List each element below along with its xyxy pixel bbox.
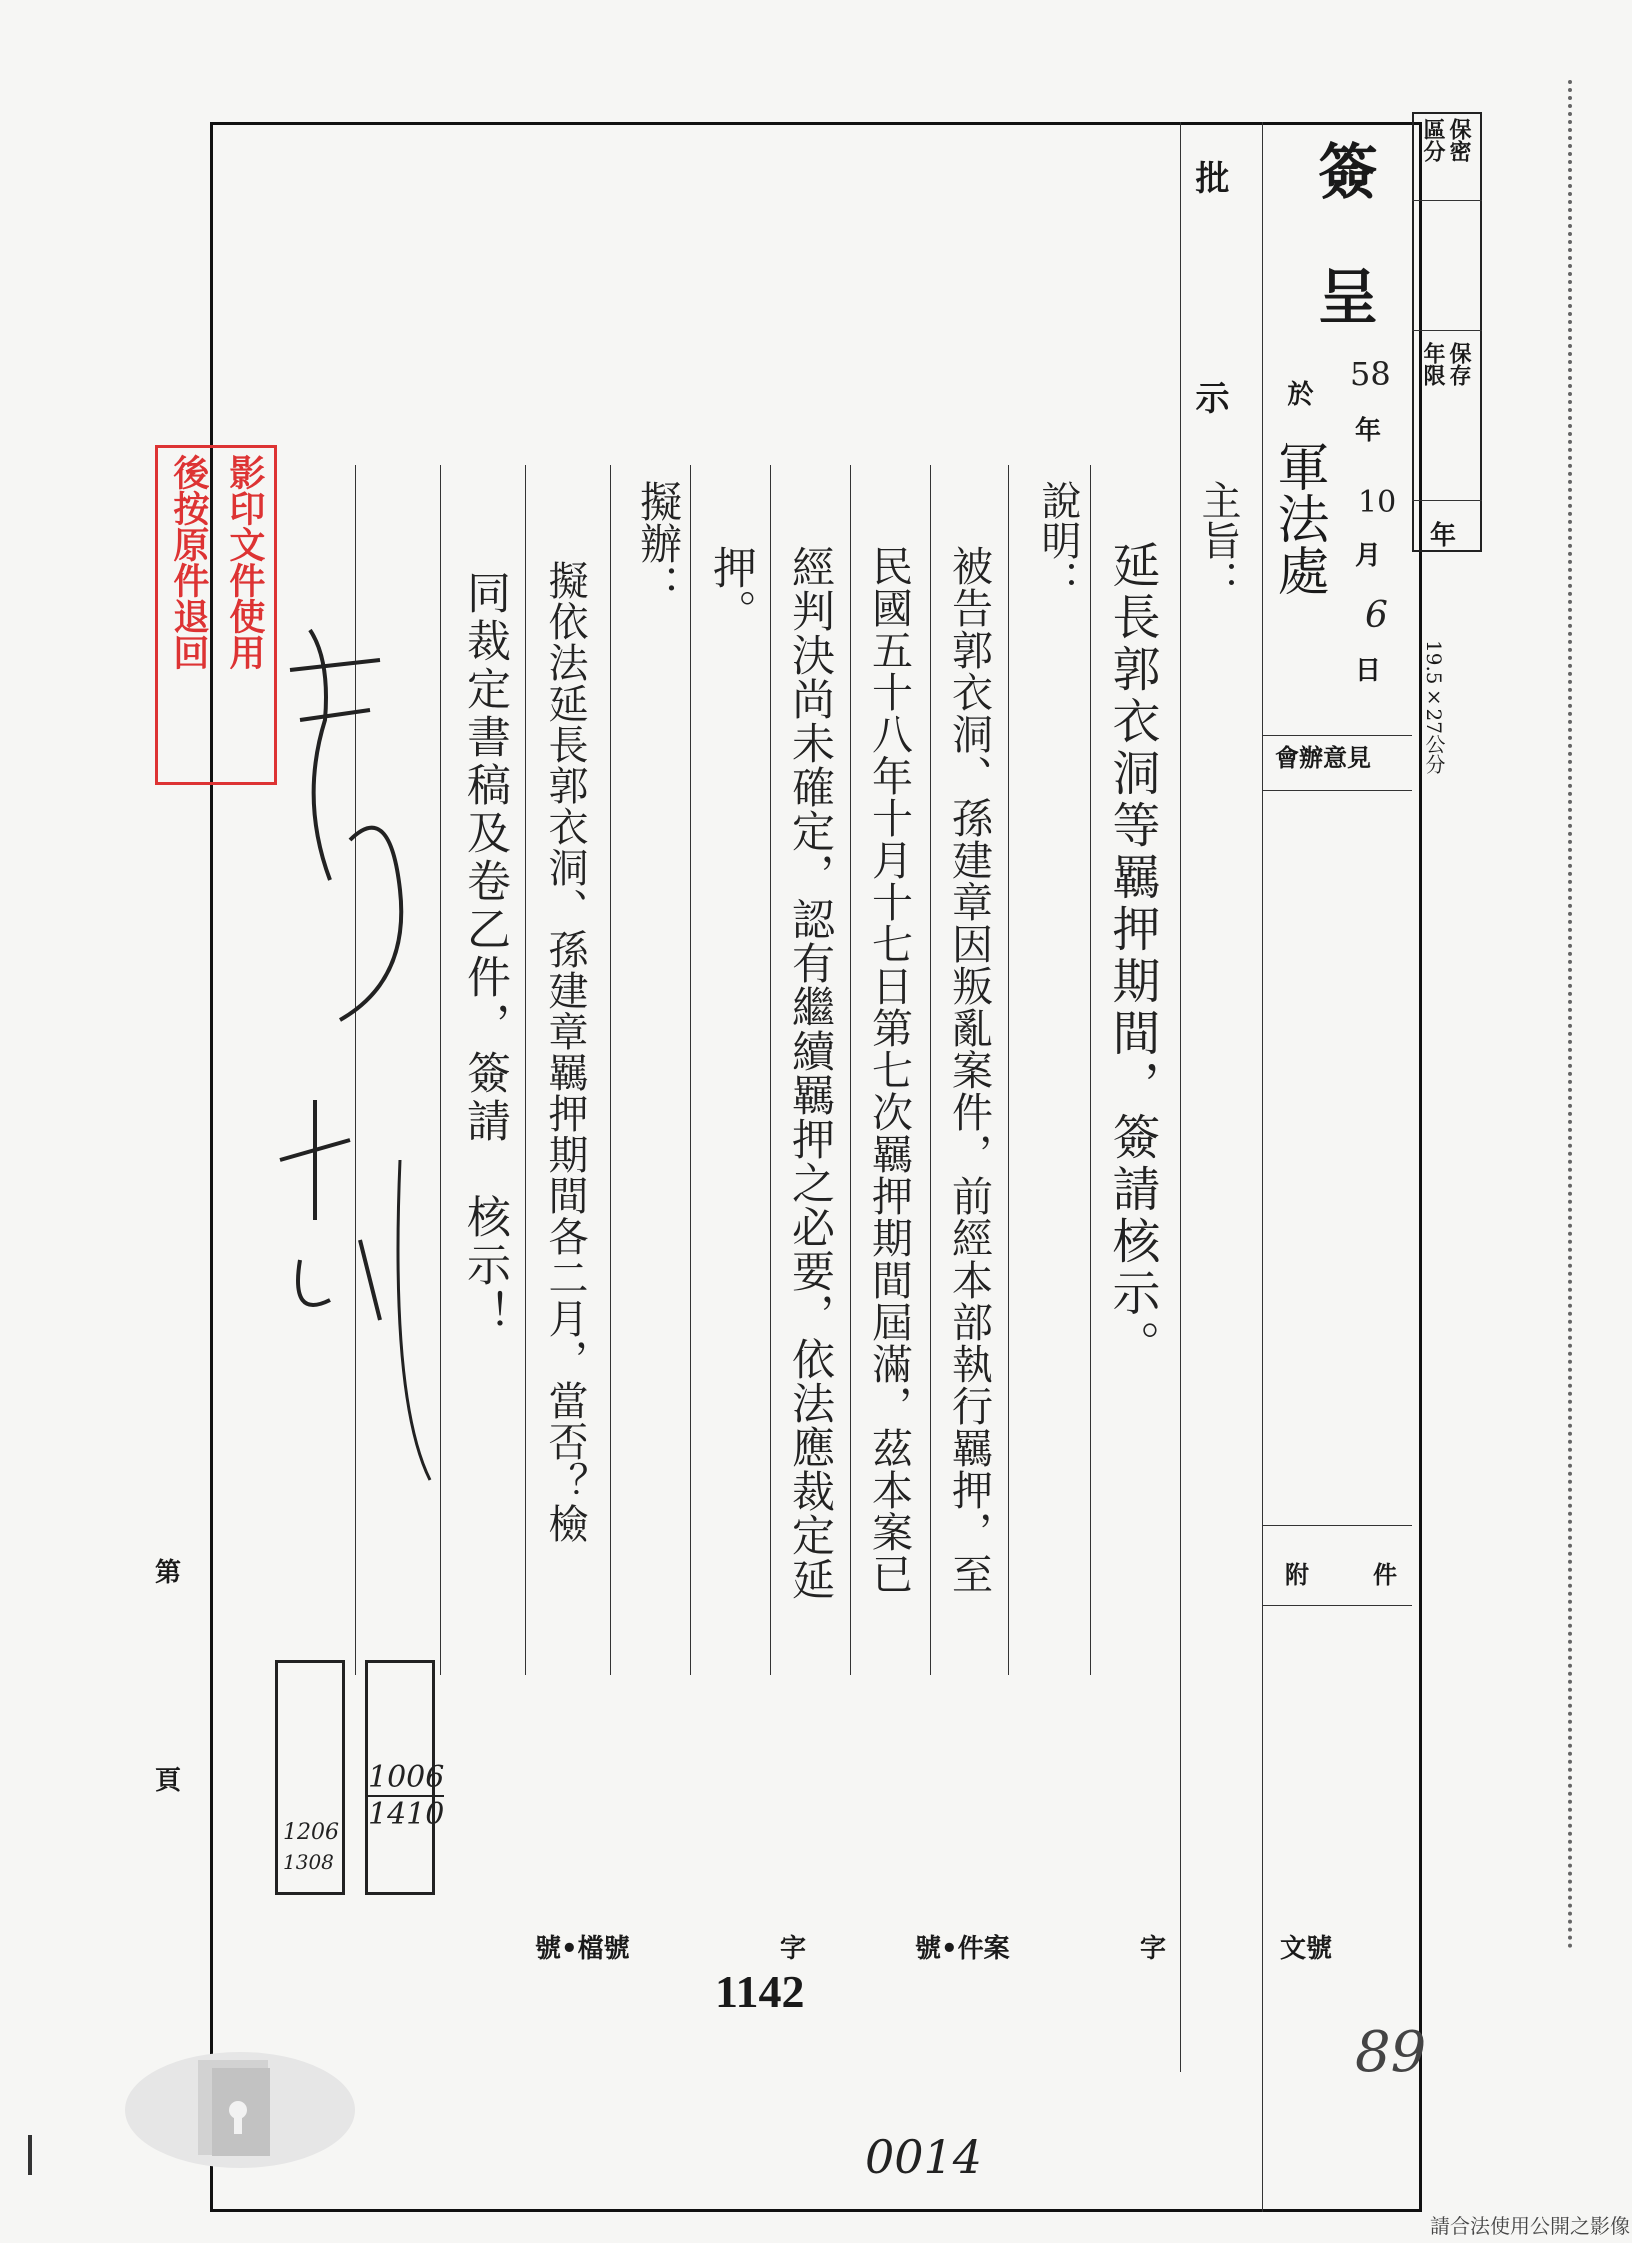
bottom-danghao: 號•檔號 [535,1934,630,1964]
date-year-unit: 年 [1355,416,1382,446]
date-year: 58 [1350,355,1391,393]
niban-line-1: 擬依法延長郭衣洞、孫建章羈押期間各二月，當否？檢 [542,560,588,1544]
date-month: 10 [1358,485,1397,520]
date-month-unit: 月 [1355,541,1382,571]
zhuzhi-text: 延長郭衣洞等羈押期間，簽請核示。 [1104,540,1160,1372]
niban-label: 擬辦： [634,480,683,606]
pishi-label-1: 批 [1189,160,1229,194]
huiban-label: 會辦意見 [1275,743,1371,772]
page-code: 0014 [865,2130,983,2184]
date-day: 6 [1365,595,1388,636]
stamp-col-1: 影印文件使用 [223,454,266,670]
zhuzhi-label: 主旨： [1195,480,1241,600]
stamp-col-2: 後按原件退回 [167,454,210,670]
bottom-zi-2: 字 [780,1934,807,1964]
bottom-number: 1142 [715,1966,805,2017]
retention-label: 保存 [1446,342,1472,386]
bottom-zi-1: 字 [1140,1934,1167,1964]
left-edge-bracket [28,2135,32,2175]
from-yu: 於 [1283,380,1313,406]
doc-title-cheng: 呈 [1308,265,1378,325]
folio-number: 89 [1355,2020,1427,2085]
ref-number-a: 1006 [368,1760,445,1795]
page-ye-label: 頁 [155,1766,182,1796]
ref-small-2: 1308 [283,1850,334,1874]
bottom-wenhao: 文號 [1280,1934,1333,1964]
retention-year-unit: 年 [1430,521,1457,551]
niban-line-2: 同裁定書稿及卷乙件，簽請 核示！ [459,570,510,1338]
approval-handwriting [270,600,440,1600]
page-di-label: 第 [155,1558,182,1588]
doc-title-qian: 簽 [1308,140,1378,200]
ref-small-1: 1206 [283,1820,339,1845]
shuoming-label: 說明： [1035,480,1081,600]
punch-edge-dots [1568,80,1578,1950]
pishi-label-2: 示 [1189,380,1229,414]
approval-date-text [0,0,1,1]
shuoming-line-3: 經判決尚未確定，認有繼續羈押之必要，依法應裁定延 [785,545,835,1601]
shuoming-line-2: 民國五十八年十月十七日第七次羈押期間屆滿，茲本案已 [865,545,913,1595]
footer-note: 請合法使用公開之影像 [1430,2214,1630,2238]
photocopy-stamp [155,445,277,785]
bottom-anjian: 號•件案 [915,1934,1010,1964]
security-class-label-2: 區分 [1420,118,1446,162]
retention-label-2: 年限 [1420,342,1446,386]
size-note: 19.5×27公分 [1422,640,1446,774]
archive-watermark-logo [120,2030,360,2180]
date-day-unit: 日 [1355,656,1382,686]
security-column [1412,112,1482,552]
ref-number-b: 1410 [368,1797,445,1832]
from-department: 軍法處 [1268,440,1328,596]
security-class-label: 保密 [1446,118,1472,162]
fujian-label: 附 件 [1285,1560,1417,1589]
shuoming-line-4: 押。 [705,545,756,633]
shuoming-line-1: 被告郭衣洞、孫建章因叛亂案件，前經本部執行羈押，至 [945,545,993,1595]
